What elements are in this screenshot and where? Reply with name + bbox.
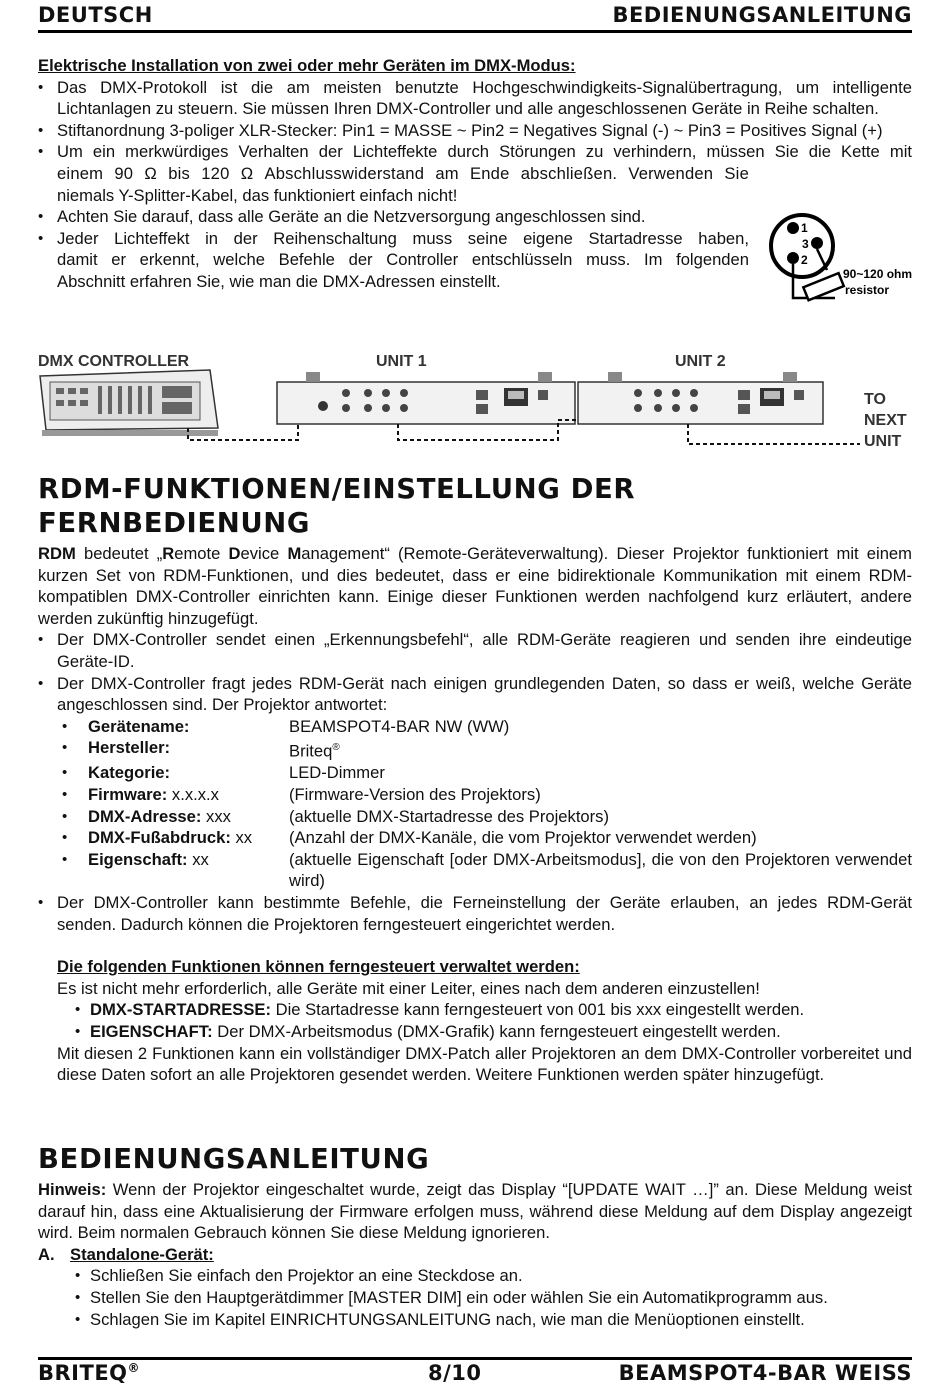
field-key-extra: xxx	[201, 806, 231, 826]
rdm-intro	[38, 543, 912, 629]
text-fragment: evice	[240, 544, 288, 563]
unit1-icon	[277, 372, 575, 424]
dmx-cable	[688, 424, 860, 444]
field-key: Firmware:	[88, 785, 168, 805]
list-item	[38, 141, 912, 206]
section-title: Standalone-Gerät:	[70, 1244, 214, 1264]
remote-intro: Es ist nicht mehr erforderlich, alle Geräte mit einer Leiter, eines nach dem anderen einzustellen!	[57, 978, 760, 998]
unit2-label: UNIT 2	[675, 353, 726, 370]
footer-product: BEAMSPOT4-BAR WEISS	[618, 1361, 912, 1385]
item-text: Der DMX-Arbeitsmodus (DMX-Grafik) kann ferngesteuert eingestellt werden.	[212, 1022, 781, 1041]
remote-block	[38, 956, 912, 1086]
pin-1-label: 1	[801, 221, 808, 235]
field-key: Eigenschaft:	[88, 849, 188, 869]
next-label-1: TO	[864, 391, 886, 408]
bullet-line: damit er erkennt, welche Befehle der Controller entschlüsseln muss. Im folgenden	[57, 250, 749, 270]
next-label-3: UNIT	[864, 433, 902, 450]
bullet-text: Der DMX-Controller fragt jedes RDM-Gerät nach einigen grundlegenden Daten, so dass er weiß, welche Geräte angeschlossen sind. Der Projektor antwortet:	[57, 673, 912, 715]
resistor-wire	[817, 249, 827, 270]
item-key: DMX-STARTADRESSE:	[90, 1000, 271, 1020]
item-key: EIGENSCHAFT:	[90, 1022, 213, 1041]
field-key: DMX-Fußabdruck:	[88, 828, 231, 848]
list-item: • Stellen Sie den Hauptgerätdimmer [MASTER DIM] ein oder wählen Sie ein Automatikprogramm aus.	[38, 1287, 912, 1309]
note-label: Hinweis:	[38, 1180, 107, 1199]
remote-outro: Mit diesen 2 Funktionen kann ein vollständiger DMX-Patch aller Projektoren an dem DMX-Controller vorbereitet und diese Daten sofort an alle Projektoren gesendet werden. Weitere Funktionen werden später hinzugefügt.	[57, 1043, 912, 1085]
field-row	[38, 827, 912, 849]
xlr-connector-figure	[765, 208, 940, 308]
manual-section	[38, 1142, 912, 1330]
field-value: Briteq	[289, 741, 333, 761]
bullet-line: einem 90 Ω bis 120 Ω Abschlusswiderstand am Ende abschließen. Verwenden Sie	[57, 163, 749, 183]
remote-title: Die folgenden Funktionen können ferngesteuert verwaltet werden:	[57, 957, 580, 977]
field-row	[38, 784, 912, 806]
footer-brand	[38, 1361, 140, 1385]
header-left: DEUTSCH	[38, 3, 153, 27]
brand-name: BRITEQ	[38, 1361, 128, 1385]
field-value: (aktuelle Eigenschaft [oder DMX-Arbeitsmodus], die von den Projektoren verwendet wird)	[289, 849, 912, 891]
text-fragment: R	[162, 544, 175, 563]
bullet-line: • Jeder Lichteffekt in der Reihenschaltung muss seine eigene Startadresse haben,	[57, 228, 749, 248]
field-key-extra: xx	[187, 849, 209, 869]
list-item: • Stiftanordnung 3-poliger XLR-Stecker: Pin1 = MASSE ~ Pin2 = Negatives Signal (-) ~ Pin3 = Positives Signal (+)	[38, 120, 912, 142]
field-row	[38, 737, 912, 762]
list-item	[38, 999, 912, 1021]
pin-3	[811, 237, 823, 249]
item-text: Die Startadresse kann ferngesteuert von 001 bis xxx eingestellt werden.	[271, 1000, 805, 1020]
controller-label: DMX CONTROLLER	[38, 353, 190, 370]
field-value: (aktuelle DMX-Startadresse des Projektors)	[289, 806, 610, 826]
field-key: Hersteller:	[88, 738, 171, 758]
dmx-install-title: Elektrische Installation von zwei oder mehr Geräten im DMX-Modus:	[38, 56, 576, 75]
unit1-label: UNIT 1	[376, 353, 427, 370]
field-key: Gerätename:	[88, 716, 190, 736]
footer-page: 8/10	[428, 1361, 482, 1385]
unit2-icon	[578, 372, 823, 424]
field-key: Kategorie:	[88, 763, 171, 783]
list-item: • Das DMX-Protokoll ist die am meisten benutzte Hochgeschwindigkeits-Signalübertragung, um intelligente Lichtanlagen zu steuern. Sie müssen Ihren DMX-Controller und alle angeschlossenen Geräte in Reihe schalten.	[38, 77, 912, 120]
field-row	[38, 762, 912, 784]
field-row	[38, 849, 912, 892]
list-item	[38, 673, 912, 892]
list-item: • Schließen Sie einfach den Projektor an eine Steckdose an.	[38, 1265, 912, 1287]
list-item	[38, 1021, 912, 1043]
list-item: • Achten Sie darauf, dass alle Geräte an die Netzversorgung angeschlossen sind.	[38, 206, 912, 228]
rdm-heading-line2: FERNBEDIENUNG	[38, 507, 311, 539]
field-value: BEAMSPOT4-BAR NW (WW)	[289, 716, 510, 736]
remote-list	[38, 999, 912, 1042]
resistor-label-2: resistor	[845, 283, 890, 297]
header-rule	[38, 30, 912, 33]
pin-2	[787, 252, 799, 264]
text-fragment: anagement“ (Remote-Geräteverwaltung). Dieser Projektor funktioniert mit einem kurzen Set von RDM-Funktionen, und dies bedeutet, dass er eine bidirektionale Kommunikation mit einem RDM-kompatiblen DMX-Controller einrichten kann. Einige dieser Funktionen werden nachfolgend kurz erläutert, andere werden zukünftig hinzugefügt.	[38, 544, 912, 628]
rdm-section	[38, 472, 912, 1086]
next-label-2: NEXT	[864, 412, 907, 429]
text-fragment: D	[228, 544, 241, 563]
section-letter: A.	[38, 1244, 55, 1264]
bullet-line: • Um ein merkwürdiges Verhalten der Lichteffekte durch Störungen zu verhindern, müssen Sie die Kette mit	[57, 142, 912, 162]
field-value: (Firmware-Version des Projektors)	[289, 785, 541, 805]
pin-3-label: 3	[802, 237, 809, 251]
bullet-line: niemals Y-Splitter-Kabel, das funktioniert einfach nicht!	[57, 185, 458, 205]
resistor-label: 90~120 ohm	[843, 267, 913, 281]
rdm-heading-line1: RDM-FUNKTIONEN/EINSTELLUNG DER	[38, 473, 636, 505]
registered-mark: ®	[127, 1361, 141, 1375]
header-right: BEDIENUNGSANLEITUNG	[612, 3, 912, 27]
dmx-chain-diagram	[38, 348, 912, 452]
list-item: • Der DMX-Controller kann bestimmte Befehle, die Ferneinstellung der Geräte erlauben, an jedes RDM-Gerät senden. Dadurch können die Projektoren ferngesteuert eingerichtet werden.	[38, 892, 912, 935]
bullet-line: Abschnitt erfahren Sie, wie man die DMX-Adressen einstellt.	[57, 271, 501, 291]
rdm-fields	[38, 716, 912, 892]
field-row	[38, 716, 912, 738]
field-value: LED-Dimmer	[289, 763, 385, 783]
rdm-list	[38, 629, 912, 935]
field-value: (Anzahl der DMX-Kanäle, die vom Projektor verwendet werden)	[289, 828, 757, 848]
manual-heading: BEDIENUNGSANLEITUNG	[38, 1143, 430, 1175]
footer-rule	[38, 1357, 912, 1360]
text-fragment: bedeutet „	[75, 544, 163, 563]
pin-1	[787, 222, 799, 234]
dmx-controller-icon	[40, 370, 218, 436]
manual-steps	[38, 1265, 912, 1330]
list-item: • Der DMX-Controller sendet einen „Erkennungsbefehl“, alle RDM-Geräte reagieren und senden ihre eindeutige Geräte-ID.	[38, 629, 912, 672]
section-a	[38, 1244, 912, 1266]
text-fragment: M	[287, 544, 302, 563]
field-key-extra: x.x.x.x	[167, 785, 219, 805]
pin-2-label: 2	[801, 253, 808, 267]
text-fragment: emote	[174, 544, 229, 563]
field-row	[38, 806, 912, 828]
field-key-extra: xx	[230, 828, 253, 848]
registered-mark: ®	[332, 742, 340, 754]
field-key: DMX-Adresse:	[88, 806, 202, 826]
note-text: Wenn der Projektor eingeschaltet wurde, zeigt das Display “[UPDATE WAIT …]” an. Diese Meldung weist darauf hin, dass eine Aktualisierung der Firmware erfolgen muss, während diese Meldung auf dem Display angezeigt wird. Beim normalen Gebrauch können Sie diese Meldung ignorieren.	[38, 1180, 912, 1243]
list-item: • Schlagen Sie im Kapitel EINRICHTUNGSANLEITUNG nach, wie man die Menüoptionen einstellt.	[38, 1309, 912, 1331]
manual-note	[38, 1179, 912, 1244]
rdm-abbrev: RDM	[38, 544, 76, 563]
